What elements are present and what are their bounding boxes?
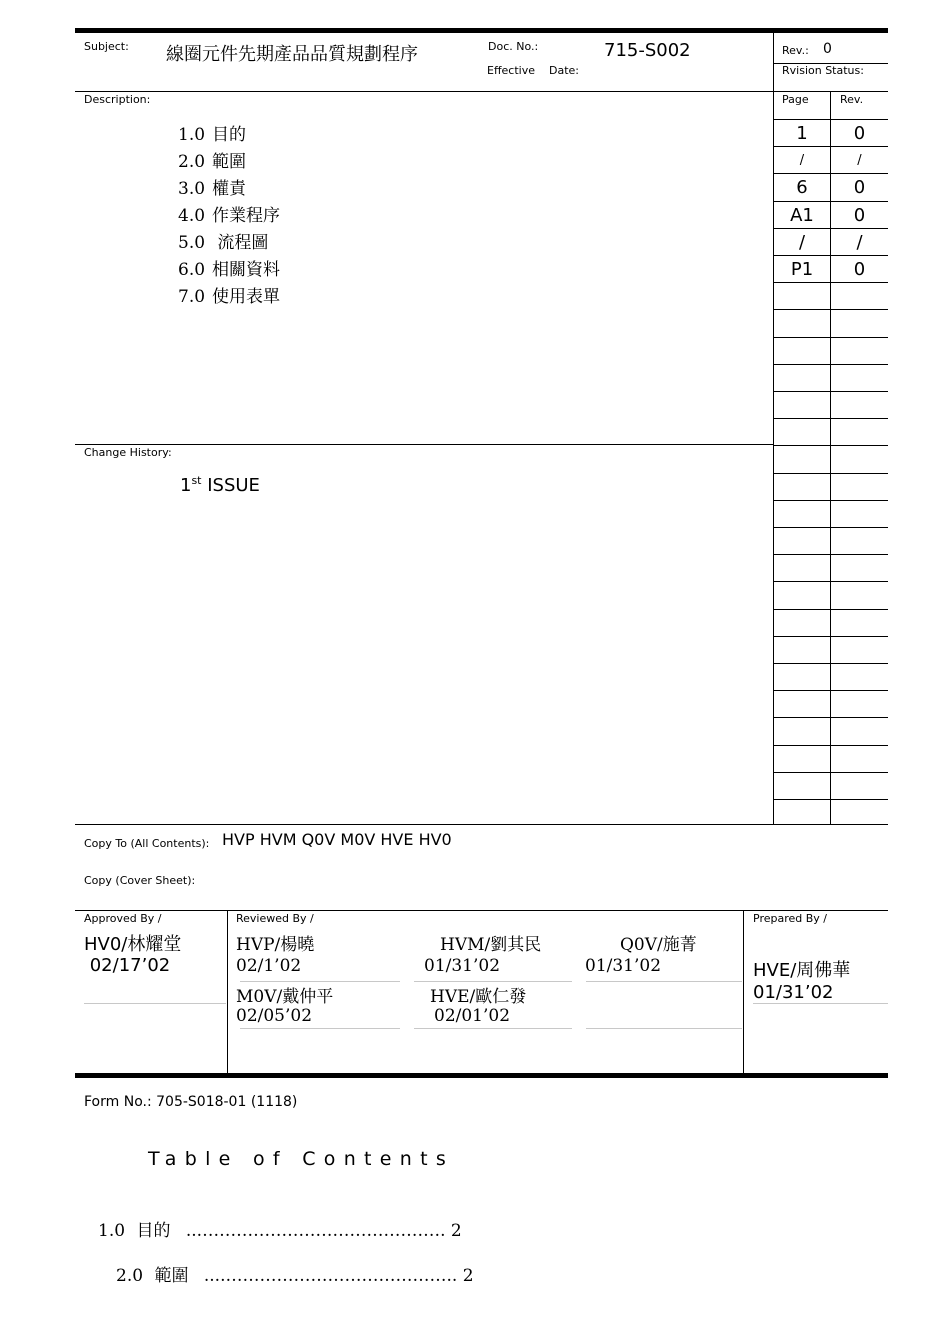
revision-row-separator — [774, 445, 888, 446]
description-item-text: 流程圖 — [212, 233, 269, 253]
approval-divider-1 — [227, 910, 228, 1075]
reviewer-5-name: HVE/歐仁發 — [430, 987, 527, 1007]
revision-rev-cell: 0 — [853, 205, 866, 226]
revision-row — [774, 119, 888, 146]
reviewer-1-date: 02/1’02 — [236, 956, 302, 976]
subject-label: Subject: — [84, 40, 129, 53]
reviewer-2-date: 01/31’02 — [424, 956, 501, 976]
prepared-date: 01/31’02 — [753, 982, 834, 1003]
header-bottom-line — [75, 91, 888, 92]
description-bottom-line — [75, 444, 774, 445]
revision-rev-cell: / — [857, 153, 862, 168]
revision-row-separator — [774, 717, 888, 718]
revision-row — [774, 146, 888, 173]
toc-entry-1-dots: ...……………………………………. — [185, 1221, 446, 1241]
revision-page-cell: / — [799, 153, 805, 168]
revision-row — [774, 255, 888, 282]
description-item-text: 作業程序 — [212, 206, 280, 226]
toc-entry-2-text: 範圍 — [154, 1266, 189, 1286]
prepared-by-name: HVE/周佛華 — [753, 960, 851, 981]
toc-entry-1-text: 目的 — [136, 1221, 171, 1241]
rev-value: 0 — [823, 41, 832, 57]
toc-entry-2[interactable] — [116, 1261, 474, 1286]
reviewer-5-date: 02/01’02 — [434, 1006, 511, 1026]
subject-value: 線圈元件先期產品品質規劃程序 — [166, 44, 418, 65]
change-history-label: Change History: — [84, 446, 172, 459]
revision-rev-cell: 0 — [853, 123, 866, 144]
description-item-number: 6.0 — [178, 260, 206, 280]
issue-number: 1 — [180, 475, 192, 496]
page-column-header: Page — [782, 93, 809, 106]
revision-row-separator — [774, 391, 888, 392]
revision-row-separator — [774, 527, 888, 528]
reviewer-4-date: 02/05’02 — [236, 1006, 313, 1026]
toc-title: Table of Contents — [148, 1148, 455, 1170]
approved-by-label: Approved By / — [84, 912, 162, 925]
doc-no-value: 715-S002 — [604, 40, 691, 61]
revision-page-cell: 6 — [796, 177, 808, 198]
description-item-number: 3.0 — [178, 179, 206, 199]
revision-row — [774, 228, 888, 255]
approved-underline — [84, 1003, 226, 1004]
copy-all-value: HVP HVM Q0V M0V HVE HV0 — [222, 830, 452, 849]
description-item — [178, 282, 280, 307]
revision-row-separator — [774, 500, 888, 501]
description-item — [178, 147, 246, 172]
revision-row-separator — [774, 364, 888, 365]
prepared-by-label: Prepared By / — [753, 912, 827, 925]
revision-rev-cell: 0 — [853, 259, 866, 280]
issue-text — [180, 474, 260, 496]
rev-column-header: Rev. — [840, 93, 864, 106]
reviewer-row1-underline-3 — [586, 981, 742, 982]
revision-row-separator — [774, 554, 888, 555]
reviewer-row2-underline-1 — [240, 1028, 400, 1029]
approval-top-line — [75, 910, 888, 911]
revision-row-separator — [774, 745, 888, 746]
effective-label: Effective — [487, 64, 535, 77]
description-item-text: 權責 — [212, 179, 246, 199]
revision-page-cell: P1 — [790, 259, 814, 280]
toc-entry-1-page: 2 — [450, 1221, 462, 1241]
rev-label: Rev.: — [782, 44, 809, 57]
change-history-bottom-line — [75, 824, 888, 825]
bottom-thick-border — [75, 1073, 888, 1078]
revision-row-separator — [774, 799, 888, 800]
toc-entry-2-number: 2.0 — [116, 1266, 144, 1286]
reviewer-3-date: 01/31’02 — [585, 956, 662, 976]
top-thick-border — [75, 28, 888, 33]
revision-row — [774, 173, 888, 200]
description-item-number: 2.0 — [178, 152, 206, 172]
revision-row-separator — [774, 418, 888, 419]
prepared-underline — [753, 1003, 888, 1004]
revision-row-separator — [774, 663, 888, 664]
revision-rev-cell: 0 — [853, 177, 866, 198]
form-number: Form No.: 705-S018-01 (1118) — [84, 1094, 298, 1110]
revision-row-separator — [774, 309, 888, 310]
description-item-number: 5.0 — [178, 233, 206, 253]
revision-row-separator — [774, 337, 888, 338]
reviewer-row2-underline-3 — [586, 1028, 742, 1029]
revision-row-separator — [774, 636, 888, 637]
revision-page-cell: 1 — [796, 123, 808, 144]
revision-row-separator — [774, 473, 888, 474]
revision-rev-cell: / — [856, 232, 863, 253]
description-item — [178, 255, 280, 280]
header-right-divider — [773, 33, 774, 91]
revision-row-separator — [774, 609, 888, 610]
toc-entry-1-number: 1.0 — [98, 1221, 126, 1241]
copy-all-label: Copy To (All Contents): — [84, 837, 210, 850]
reviewer-3-name: Q0V/施菁 — [620, 935, 697, 955]
toc-entry-2-page: 2 — [462, 1266, 474, 1286]
doc-no-label: Doc. No.: — [488, 40, 539, 53]
approved-by-name: HV0/林耀堂 — [84, 934, 182, 955]
description-item-text: 目的 — [212, 125, 246, 145]
description-item-number: 7.0 — [178, 287, 206, 307]
toc-entry-2-dots: ....………………………………….. — [203, 1266, 458, 1286]
reviewer-4-name: M0V/戴仲平 — [236, 987, 334, 1007]
revision-row — [774, 201, 888, 228]
description-item — [178, 201, 280, 226]
description-item-text: 範圍 — [212, 152, 246, 172]
description-item-number: 4.0 — [178, 206, 206, 226]
reviewer-2-name: HVM/劉其民 — [440, 935, 542, 955]
revision-status-label: Rvision Status: — [782, 64, 864, 77]
description-item — [178, 228, 268, 253]
reviewer-row2-underline-2 — [414, 1028, 572, 1029]
reviewed-by-label: Reviewed By / — [236, 912, 314, 925]
issue-label: ISSUE — [201, 475, 260, 496]
revision-row-separator — [774, 282, 888, 283]
reviewer-1-name: HVP/楊曉 — [236, 935, 315, 955]
revision-row-separator — [774, 581, 888, 582]
revision-page-cell: / — [798, 232, 806, 253]
approval-divider-2 — [743, 910, 744, 1075]
description-item-number: 1.0 — [178, 125, 206, 145]
toc-entry-1[interactable] — [98, 1216, 462, 1241]
revision-row-separator — [774, 772, 888, 773]
description-item — [178, 174, 246, 199]
description-label: Description: — [84, 93, 151, 106]
issue-superscript: st — [191, 474, 202, 487]
date-label: Date: — [549, 64, 579, 77]
revision-row-separator — [774, 690, 888, 691]
description-item-text: 使用表單 — [212, 287, 280, 307]
description-item — [178, 120, 246, 145]
revision-page-cell: A1 — [790, 205, 814, 226]
approved-date: 02/17’02 — [84, 955, 171, 976]
description-item-text: 相關資料 — [212, 260, 280, 280]
copy-cover-label: Copy (Cover Sheet): — [84, 874, 196, 887]
